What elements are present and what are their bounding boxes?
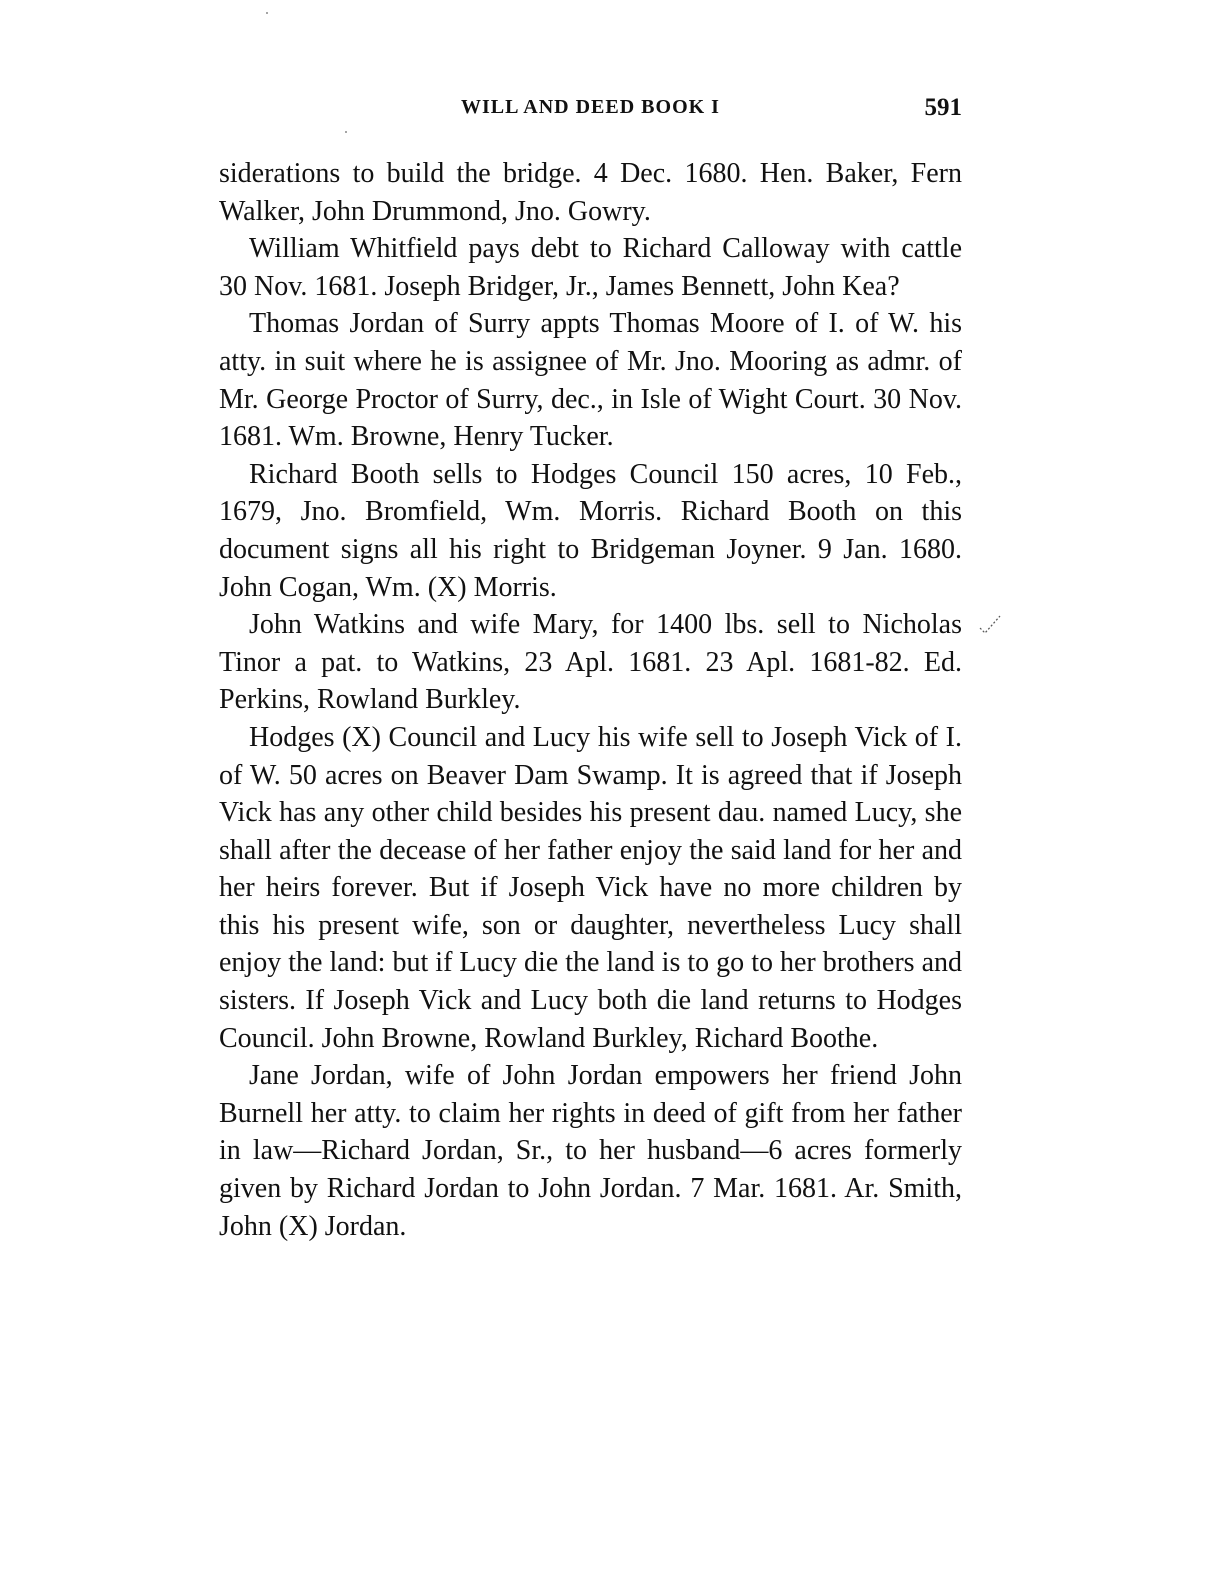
paragraph: William Whitfield pays debt to Richard Calloway with cattle 30 Nov. 1681. Joseph Bridger, Jr., James Bennett, John Kea? (219, 233, 962, 302)
paragraph: John Watkins and wife Mary, for 1400 lbs. sell to Nicholas Tinor a pat. to Watkins, 23 Apl. 1681. 23 Apl. 1681-82. Ed. Perkins, Rowland Burkley. (219, 609, 962, 716)
body-text (219, 155, 962, 1245)
running-title: WILL AND DEED BOOK I (461, 96, 720, 118)
page-number: 591 (924, 94, 962, 121)
pencil-check-mark-icon (976, 612, 1006, 642)
paragraph: Jane Jordan, wife of John Jordan empowers her friend John Burnell her atty. to claim her rights in deed of gift from her father in law—Richard Jordan, Sr., to her husband—6 acres formerly given by Richard Jordan to John Jordan. 7 Mar. 1681. Ar. Smith, John (X) Jordan. (219, 1060, 962, 1242)
paragraph: Richard Booth sells to Hodges Council 150 acres, 10 Feb., 1679, Jno. Bromfield, Wm. Morris. Richard Booth on this document signs all his right to Bridgeman Joyner. 9 Jan. 1680. John Cogan, Wm. (X) Morris. (219, 458, 962, 603)
scan-speck (266, 12, 268, 14)
scan-speck (345, 131, 347, 133)
paragraph: Thomas Jordan of Surry appts Thomas Moore of I. of W. his atty. in suit where he is assignee of Mr. Jno. Mooring as admr. of Mr. George Proctor of Surry, dec., in Isle of Wight Court. 30 Nov. 1681. Wm. Browne, Henry Tucker. (219, 308, 962, 453)
paragraph: Hodges (X) Council and Lucy his wife sell to Joseph Vick of I. of W. 50 acres on Beaver Dam Swamp. It is agreed that if Joseph Vick has any other child besides his present dau. named Lucy, she shall after the decease of her father enjoy the said land for her and her heirs forever. But if Joseph Vick have no more children by this his present wife, son or daughter, nevertheless Lucy shall enjoy the land: but if Lucy die the land is to go to her brothers and sisters. If Joseph Vick and Lucy both die land returns to Hodges Council. John Browne, Rowland Burkley, Richard Boothe. (219, 721, 962, 1054)
running-head (219, 92, 962, 128)
paragraph: siderations to build the bridge. 4 Dec. 1680. Hen. Baker, Fern Walker, John Drummond, Jno. Gowry. (219, 158, 962, 227)
